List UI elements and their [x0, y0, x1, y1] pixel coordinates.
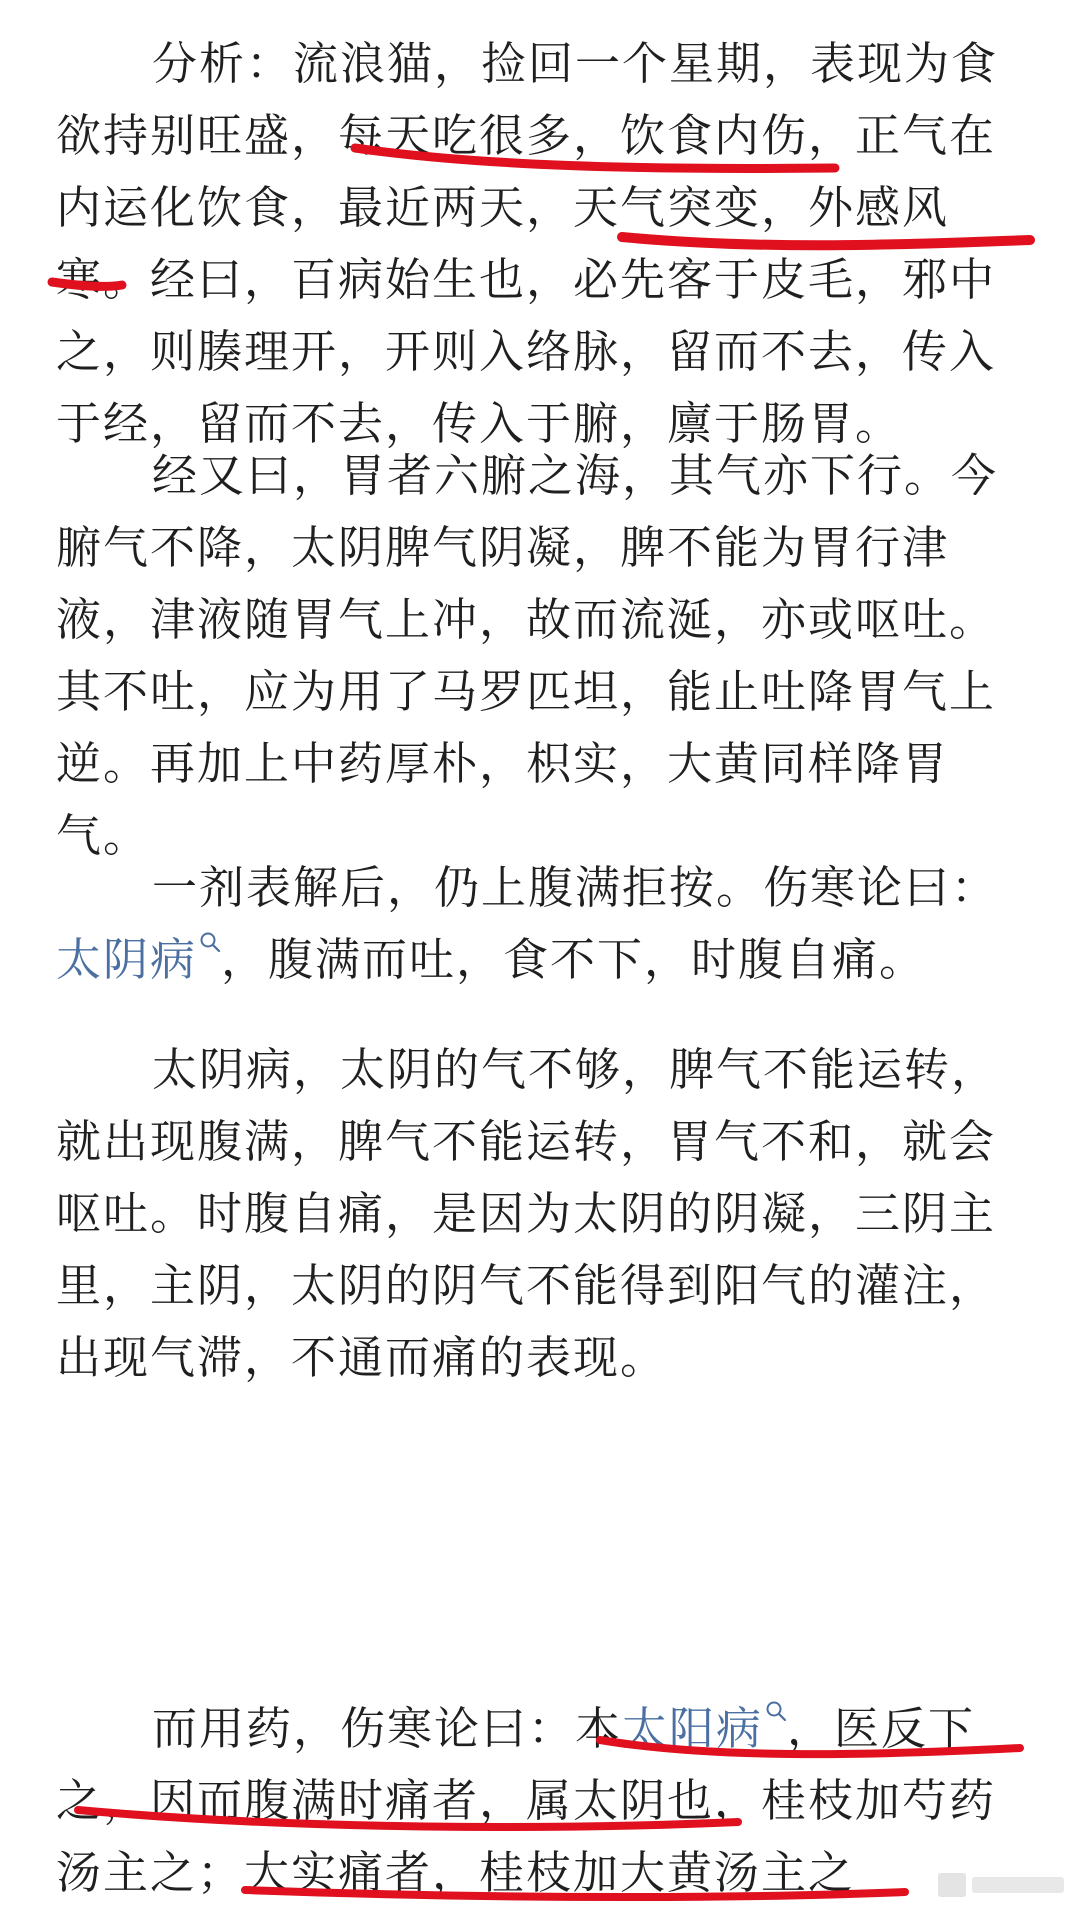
text-line: 就出现腹满，脾气不能运转，胃气不和，就会: [56, 1115, 997, 1168]
text-line: 里，主阴，太阴的阴气不能得到阳气的灌注，: [56, 1259, 997, 1312]
paragraph-5: [56, 1693, 1026, 1909]
text-line: 出现气滞，不通而痛的表现。: [56, 1331, 668, 1384]
text-line: 于经，留而不去，传入于腑，廪于肠胃。: [56, 397, 903, 450]
search-icon[interactable]: [199, 931, 221, 953]
text-line: 一剂表解后，仍上腹满拒按。伤寒论曰：: [152, 861, 999, 914]
text-line: 液，津液随胃气上冲，故而流涎，亦或呕吐。: [56, 593, 997, 646]
paragraph-4: [56, 1034, 1026, 1394]
text-line: 其不吐，应为用了马罗匹坦，能止吐降胃气上: [56, 665, 997, 718]
text-line: 经又曰，胃者六腑之海，其气亦下行。今: [152, 449, 999, 502]
paragraph-3: [56, 852, 1026, 996]
paragraph-1: [56, 28, 1026, 460]
text-line: 汤主之；大实痛者，桂枝加大黄汤主之: [56, 1846, 856, 1899]
text-line: 太阴病 ，腹满而吐，食不下，时腹自痛。: [56, 933, 927, 986]
search-icon[interactable]: [765, 1700, 787, 1722]
text-line: 内运化饮食，最近两天，天气突变，外感风: [56, 181, 950, 234]
text-line: 逆。再加上中药厚朴，枳实，大黄同样降胃: [56, 737, 950, 790]
text-line: 之，因而腹满时痛者，属太阴也，桂枝加芍药: [56, 1774, 997, 1827]
link-taiyin-bing[interactable]: 太阴病: [56, 933, 198, 986]
text-line: 而用药，伤寒论曰：本太阳病 ，医反下: [152, 1702, 976, 1755]
text-line: 腑气不降，太阴脾气阴凝，脾不能为胃行津: [56, 521, 950, 574]
text-line: 欲持别旺盛，每天吃很多，饮食内伤，正气在: [56, 109, 997, 162]
text-line: 太阴病，太阴的气不够，脾气不能运转，: [152, 1043, 999, 1096]
text-line: 寒。经曰，百病始生也，必先客于皮毛，邪中: [56, 253, 997, 306]
text-line: 气。: [56, 809, 151, 862]
watermark: [932, 1867, 1072, 1903]
link-taiyang-bing[interactable]: 太阳病: [622, 1702, 764, 1755]
text-line: 呕吐。时腹自痛，是因为太阴的阴凝，三阴主: [56, 1187, 997, 1240]
paragraph-2: [56, 440, 1026, 872]
text-line: 分析：流浪猫，捡回一个星期，表现为食: [152, 37, 999, 90]
text-line: 之，则腠理开，开则入络脉，留而不去，传入: [56, 325, 997, 378]
